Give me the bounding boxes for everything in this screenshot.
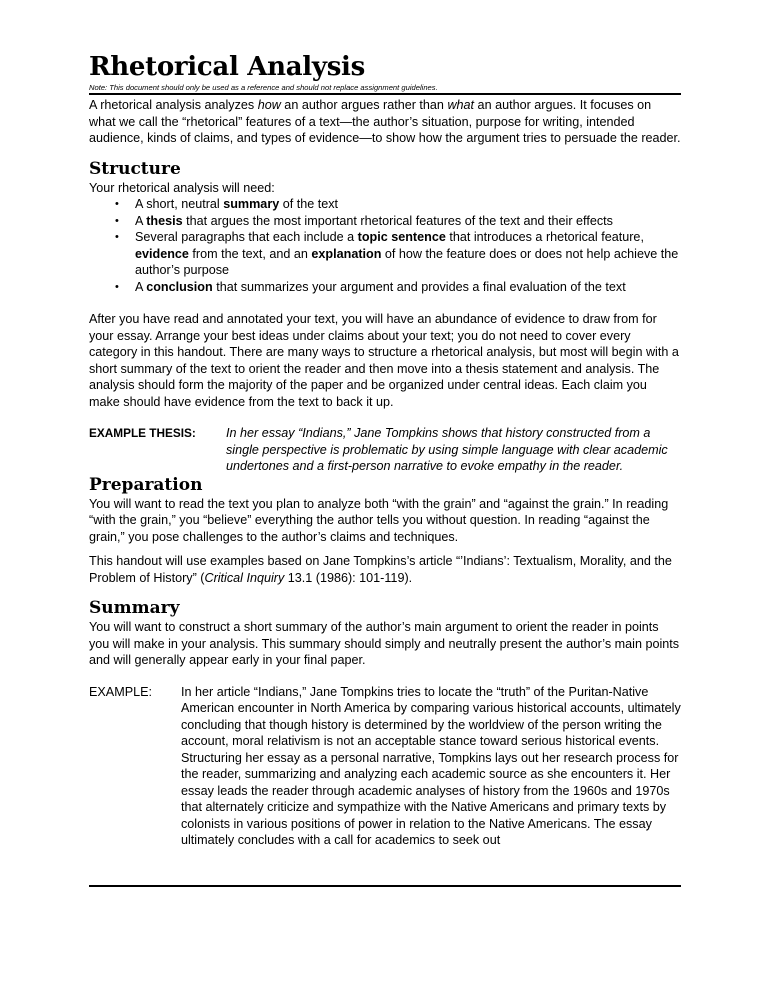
summary-example <box>89 684 681 849</box>
list-item-text: A <box>135 279 147 294</box>
intro-emphasis-what: what <box>447 98 475 112</box>
list-item <box>115 196 681 213</box>
example-thesis-label: EXAMPLE THESIS: <box>89 426 196 440</box>
summary-heading: Summary <box>89 598 180 618</box>
citation-journal: Critical Inquiry <box>204 570 285 585</box>
intro-text: A rhetorical analysis analyzes <box>89 98 258 112</box>
guidelines-note: Note: This document should only be used as a reference and should not replace assignment guidelines. <box>89 83 438 92</box>
structure-paragraph: After you have read and annotated your text, you will have an abundance of evidence to draw from for your essay. Arrange your best ideas under claims about your text; you do not need to cover every category in this handout. There are many ways to structure a rhetorical analysis, but most will begin with a short summary of the text to orient the reader and then move into a thesis statement and analysis. The analysis should form the majority of the paper and be organized under central ideas. Each claim you make should have evidence from the text to back it up. <box>89 312 679 409</box>
intro-paragraph <box>89 97 681 147</box>
list-item-bold: explanation <box>311 246 382 261</box>
list-item <box>115 229 681 279</box>
page-title: Rhetorical Analysis <box>89 52 365 82</box>
citation-text: 13.1 (1986): 101-119). <box>284 570 413 585</box>
footer-rule <box>89 885 681 887</box>
intro-text: an author argues rather than <box>280 98 448 112</box>
bullet-icon: • <box>115 231 119 243</box>
citation-text: This handout will use examples based on Jane Tompkins’s article “’Indians’: Textualism, Morality, and the Problem of History” ( <box>89 554 672 585</box>
list-item-text: of the text <box>279 197 339 211</box>
summary-example-label: EXAMPLE: <box>89 684 152 699</box>
list-item-bold: summary <box>223 197 280 211</box>
bullet-icon: • <box>115 214 119 227</box>
header-rule <box>89 93 681 95</box>
summary-paragraph: You will want to construct a short summary of the author’s main argument to orient the reader in points you will make in your analysis. This summary should simply and neutrally present the author’s main points and will generally appear early in your final paper. <box>89 620 680 667</box>
list-item-text: from the text, and an <box>188 246 312 261</box>
list-item <box>115 279 681 296</box>
bullet-icon: • <box>115 198 119 210</box>
example-thesis-text: In her essay “Indians,” Jane Tompkins shows that history constructed from a single perspective is problematic by using simple language with clear academic undertones and a first-person narrative to evoke empathy in the reader. <box>226 426 668 473</box>
list-item <box>115 213 681 230</box>
list-item-text: that argues the most important rhetorical features of the text and their effects <box>182 213 613 228</box>
structure-heading: Structure <box>89 158 181 179</box>
list-item-bold: topic sentence <box>357 230 446 244</box>
document-page <box>89 52 681 849</box>
list-item-bold: thesis <box>146 213 183 228</box>
structure-list <box>89 196 681 295</box>
list-item-text: of how the feature does or does not help achieve the author’s purpose <box>135 246 679 277</box>
list-item-text: that summarizes your argument and provides a final evaluation of the text <box>212 279 626 294</box>
preparation-heading: Preparation <box>89 474 203 495</box>
list-item-bold: conclusion <box>146 279 213 294</box>
preparation-citation <box>89 553 681 586</box>
bullet-icon: • <box>115 280 119 293</box>
list-item-text: that introduces a rhetorical feature, <box>445 230 644 244</box>
list-item-bold: evidence <box>135 246 189 261</box>
structure-lead: Your rhetorical analysis will need: <box>89 180 275 195</box>
preparation-paragraph: You will want to read the text you plan to analyze both “with the grain” and “against the grain.” In reading “with the grain,” you “believe” everything the author tells you without question. In reading “against the grain,” you pose challenges to the author’s claims and techniques. <box>89 496 669 544</box>
example-thesis <box>89 425 681 475</box>
list-item-text: A short, neutral <box>135 197 224 211</box>
intro-emphasis-how: how <box>257 98 281 112</box>
list-item-text: Several paragraphs that each include a <box>135 230 358 244</box>
list-item-text: A <box>135 213 147 228</box>
summary-example-text: In her article “Indians,” Jane Tompkins tries to locate the “truth” of the Puritan-Native American encounter in North America by comparing various historical accounts, ultimately concluding that though history is determined by the worldview of the person writing the account, moral relativism is not an acceptable stance toward serious historical events. Structuring her essay as a personal narrative, Tompkins lays out her research process for the reader, summarizing and analyzing each academic source as she encounters it. Her essay leads the reader through academic analyses of history from the 1960s and 1970s that alternately criticize and sympathize with the Native Americans and primary texts by colonists in various positions of power in relation to the Native Americans. The essay ultimately concludes with a call for academics to seek out <box>181 684 681 847</box>
intro-text: an author argues. It focuses on what we call the “rhetorical” features of a text—the author’s situation, purpose for writing, intended audience, kinds of claims, and types of evidence—to show how the argument tries to persuade the reader. <box>89 98 681 145</box>
